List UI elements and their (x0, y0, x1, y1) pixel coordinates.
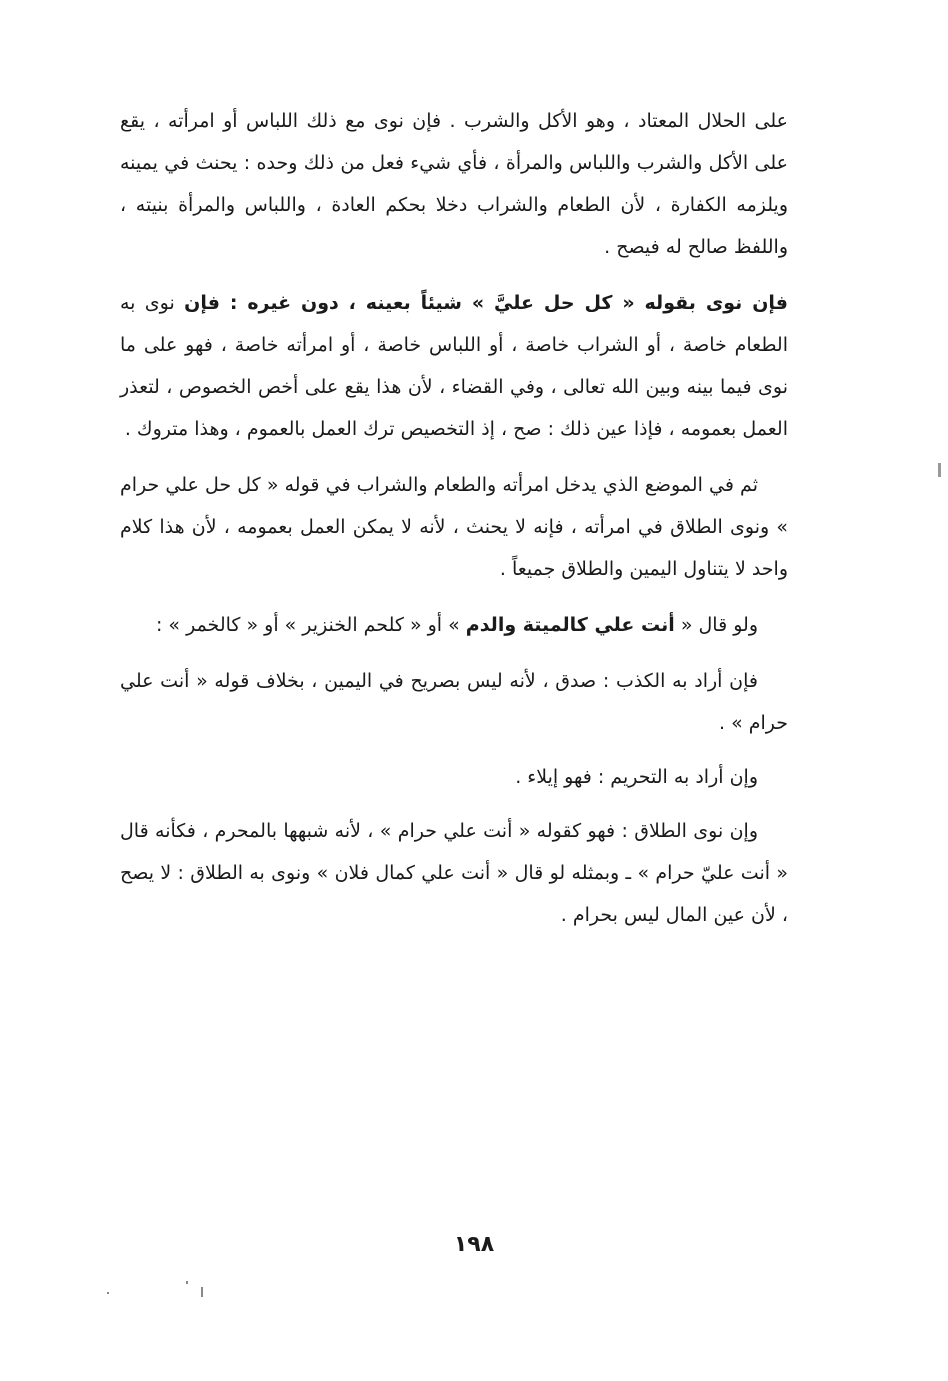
paragraph-1: على الحلال المعتاد ، وهو الأكل والشرب . فإن نوى مع ذلك اللباس أو امرأته ، يقع على الأكل والشرب واللباس والمرأة ، فأي شيء فعل من ذلك وحده : يحنث في يمينه ويلزمه الكفارة ، لأن الطعام والشراب دخلا بحكم العادة ، واللباس والمرأة بنيته ، واللفظ صالح له فيصح . (120, 110, 788, 258)
page-number: ١٩٨ (453, 1232, 495, 1257)
paragraph-4 (120, 604, 788, 646)
paragraph-3: ثم في الموضع الذي يدخل امرأته والطعام والشراب في قوله « كل حل علي حرام » ونوى الطلاق في امرأته ، فإنه لا يحنث ، لأنه لا يمكن العمل بعمومه ، لأن هذا كلام واحد لا يتناول اليمين والطلاق جميعاً . (120, 474, 788, 580)
page-body (120, 100, 788, 936)
paragraph-4-bold: أنت علي كالميتة والدم (465, 614, 675, 636)
paragraph-2-body: نوى به الطعام خاصة ، أو الشراب خاصة ، أو اللباس خاصة ، أو امرأته خاصة ، فهو على ما نوى فيما بينه وبين الله تعالى ، وفي القضاء ، لأن هذا يقع على أخص الخصوص ، لتعذر العمل بعمومه ، فإذا عين ذلك : صح ، إذ التخصيص ترك العمل بالعموم ، وهذا متروك . (120, 292, 788, 440)
paragraph-5: فإن أراد به الكذب : صدق ، لأنه ليس بصريح في اليمين ، بخلاف قوله « أنت علي حرام » . (120, 670, 788, 734)
paragraph-4-before: ولو قال « (674, 614, 758, 636)
paragraph-7: وإن نوى الطلاق : فهو كقوله « أنت علي حرام » ، لأنه شبهها بالمحرم ، فكأنه قال « أنت عليّ حرام » ـ وبمثله لو قال « أنت علي كمال فلان » ونوى به الطلاق : لا يصح ، لأن عين المال ليس بحرام . (120, 820, 788, 926)
paragraph-2 (120, 282, 788, 450)
scan-speck (186, 1281, 188, 1284)
scan-speck (938, 463, 941, 477)
scan-speck (201, 1287, 203, 1297)
scan-speck (107, 1292, 109, 1294)
paragraph-2-lead: فإن نوى بقوله « كل حل عليَّ » شيئاً بعينه ، دون غيره : فإن (184, 292, 788, 314)
paragraph-6: وإن أراد به التحريم : فهو إيلاء . (515, 766, 758, 788)
paragraph-4-after: » أو « كلحم الخنزير » أو « كالخمر » : (155, 614, 466, 636)
